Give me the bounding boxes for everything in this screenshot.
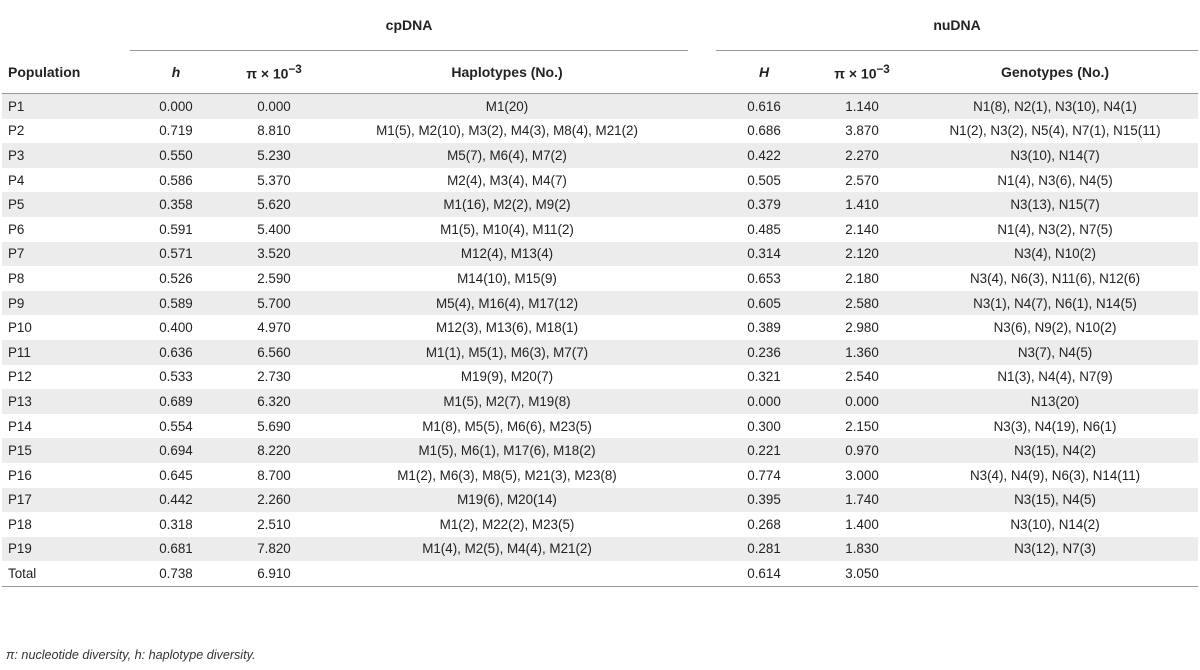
cell-H: 0.379 bbox=[716, 192, 812, 217]
cell-hap: M5(4), M16(4), M17(12) bbox=[326, 291, 688, 316]
cell-h: 0.636 bbox=[130, 340, 222, 365]
cell-pi-cp: 6.910 bbox=[222, 561, 326, 586]
cell-H: 0.389 bbox=[747, 320, 781, 336]
cell-pi-nu: 2.120 bbox=[812, 242, 912, 267]
cell-geno: N3(1), N4(7), N6(1), N14(5) bbox=[912, 291, 1198, 316]
table-row bbox=[2, 389, 1198, 414]
cell-hap: M1(2), M6(3), M8(5), M21(3), M23(8) bbox=[397, 467, 617, 483]
spacer-cell bbox=[688, 414, 716, 439]
spacer-cell bbox=[688, 537, 716, 562]
cell-pop: P7 bbox=[2, 242, 130, 267]
cell-hap: M1(5), M6(1), M17(6), M18(2) bbox=[326, 438, 688, 463]
cell-pop: P1 bbox=[2, 94, 130, 119]
cell-pop: P2 bbox=[8, 123, 25, 139]
table-row bbox=[2, 365, 1198, 390]
cell-geno bbox=[912, 561, 1198, 586]
cell-pi-nu: 2.270 bbox=[812, 143, 912, 168]
cell-pi-nu: 1.740 bbox=[812, 488, 912, 513]
cell-geno: N1(8), N2(1), N3(10), N4(1) bbox=[912, 94, 1198, 119]
cell-H: 0.614 bbox=[716, 561, 812, 586]
cell-pi-nu: 3.050 bbox=[812, 561, 912, 586]
cell-hap: M1(16), M2(2), M9(2) bbox=[326, 192, 688, 217]
column-header-row bbox=[2, 51, 1198, 94]
cell-H: 0.774 bbox=[747, 467, 781, 483]
cell-hap: M12(4), M13(4) bbox=[326, 242, 688, 267]
cell-pop: P15 bbox=[2, 438, 130, 463]
cell-geno: N1(3), N4(4), N7(9) bbox=[997, 369, 1113, 385]
cell-pop: P4 bbox=[8, 172, 25, 188]
cell-pi-nu: 2.180 bbox=[845, 270, 879, 286]
cell-geno: N3(4), N6(3), N11(6), N12(6) bbox=[969, 270, 1141, 286]
cell-h: 0.400 bbox=[159, 320, 193, 336]
cell-h: 0.533 bbox=[159, 369, 193, 385]
cell-H: 0.605 bbox=[716, 291, 812, 316]
cell-h: 0.589 bbox=[130, 291, 222, 316]
cell-pop: P8 bbox=[8, 270, 25, 286]
cell-H: 0.505 bbox=[747, 172, 781, 188]
cell-h: 0.586 bbox=[159, 172, 193, 188]
cell-h: 0.681 bbox=[130, 537, 222, 562]
cell-geno: N3(10), N14(2) bbox=[1010, 516, 1100, 532]
cell-H: 0.653 bbox=[747, 270, 781, 286]
cell-H: 0.000 bbox=[716, 389, 812, 414]
cell-H: 0.422 bbox=[716, 143, 812, 168]
cell-pi-nu: 0.000 bbox=[812, 389, 912, 414]
cell-h: 0.442 bbox=[130, 488, 222, 513]
table-row bbox=[2, 119, 1198, 144]
footnote: π: nucleotide diversity, h: haplotype diversity. bbox=[6, 648, 256, 662]
cell-h: 0.571 bbox=[130, 242, 222, 267]
cell-h: 0.358 bbox=[130, 192, 222, 217]
cell-H: 0.321 bbox=[747, 369, 781, 385]
cell-hap: M5(7), M6(4), M7(2) bbox=[326, 143, 688, 168]
table-row bbox=[2, 414, 1198, 439]
spacer-cell bbox=[688, 266, 716, 291]
cell-pi-cp: 2.730 bbox=[257, 369, 291, 385]
spacer-cell bbox=[688, 119, 716, 144]
cell-geno: N13(20) bbox=[912, 389, 1198, 414]
spacer-cell bbox=[688, 168, 716, 193]
cell-pi-cp: 5.690 bbox=[257, 418, 291, 434]
spacer-cell bbox=[688, 94, 716, 119]
spacer-cell bbox=[688, 340, 716, 365]
spacer-cell bbox=[688, 438, 716, 463]
cell-geno: N1(2), N3(2), N5(4), N7(1), N15(11) bbox=[949, 123, 1161, 139]
cell-H: 0.395 bbox=[716, 488, 812, 513]
cell-h: 0.526 bbox=[159, 270, 193, 286]
spacer-cell bbox=[688, 463, 716, 488]
cell-pi-nu: 2.140 bbox=[845, 221, 879, 237]
col-header-population: Population bbox=[2, 51, 130, 94]
cell-pi-cp: 5.700 bbox=[222, 291, 326, 316]
cell-pi-nu: 3.000 bbox=[845, 467, 879, 483]
cell-pi-cp: 8.700 bbox=[257, 467, 291, 483]
cell-geno: N3(10), N14(7) bbox=[912, 143, 1198, 168]
cell-H: 0.485 bbox=[747, 221, 781, 237]
spacer-cell bbox=[688, 143, 716, 168]
cell-h: 0.318 bbox=[159, 516, 193, 532]
table-row bbox=[2, 217, 1198, 242]
cell-geno: N3(7), N4(5) bbox=[912, 340, 1198, 365]
cell-pi-nu: 2.570 bbox=[845, 172, 879, 188]
cell-geno: N3(15), N4(5) bbox=[912, 488, 1198, 513]
cell-pi-nu: 1.410 bbox=[812, 192, 912, 217]
table-row bbox=[2, 291, 1198, 316]
cell-hap: M1(20) bbox=[326, 94, 688, 119]
cell-hap: M1(4), M2(5), M4(4), M21(2) bbox=[326, 537, 688, 562]
cell-geno: N3(4), N4(9), N6(3), N14(11) bbox=[969, 467, 1141, 483]
cell-geno: N3(3), N4(19), N6(1) bbox=[993, 418, 1117, 434]
cell-h: 0.000 bbox=[130, 94, 222, 119]
group-header-nudna: nuDNA bbox=[933, 17, 981, 33]
cell-pop: P6 bbox=[8, 221, 25, 237]
table-row bbox=[2, 192, 1198, 217]
col-header-pi-cp: $\pi \times 10^{-3}$ bbox=[222, 51, 326, 94]
cell-pop: P9 bbox=[2, 291, 130, 316]
spacer-cell bbox=[688, 389, 716, 414]
cell-pop: P3 bbox=[2, 143, 130, 168]
cell-pi-nu: 0.970 bbox=[812, 438, 912, 463]
spacer-cell bbox=[688, 365, 716, 390]
cell-pi-cp: 6.560 bbox=[222, 340, 326, 365]
cell-hap: M19(9), M20(7) bbox=[460, 369, 554, 385]
cell-pi-nu: 2.540 bbox=[845, 369, 879, 385]
cell-pi-nu: 2.580 bbox=[812, 291, 912, 316]
cell-pi-cp: 3.520 bbox=[222, 242, 326, 267]
col-header-h: h bbox=[130, 51, 222, 94]
cell-pi-cp: 5.620 bbox=[222, 192, 326, 217]
table-row bbox=[2, 561, 1198, 586]
spacer-cell bbox=[688, 488, 716, 513]
table-row bbox=[2, 266, 1198, 291]
cell-hap: M1(5), M10(4), M11(2) bbox=[440, 221, 574, 237]
cell-geno: N3(12), N7(3) bbox=[912, 537, 1198, 562]
cell-h: 0.591 bbox=[159, 221, 193, 237]
table-row bbox=[2, 94, 1198, 119]
cell-pi-cp: 4.970 bbox=[257, 320, 291, 336]
table-row bbox=[2, 315, 1198, 340]
col-header-haplotypes: Haplotypes (No.) bbox=[326, 51, 688, 94]
cell-geno: N3(4), N10(2) bbox=[912, 242, 1198, 267]
spacer-cell bbox=[688, 242, 716, 267]
cell-h: 0.738 bbox=[130, 561, 222, 586]
cell-pop: P19 bbox=[2, 537, 130, 562]
cell-H: 0.268 bbox=[747, 516, 781, 532]
group-header-cpdna: cpDNA bbox=[385, 17, 433, 33]
table-row bbox=[2, 463, 1198, 488]
cell-H: 0.314 bbox=[716, 242, 812, 267]
cell-hap: M1(8), M5(5), M6(6), M23(5) bbox=[422, 418, 592, 434]
spacer-cell bbox=[688, 561, 716, 586]
spacer-cell bbox=[688, 512, 716, 537]
cell-pi-nu: 2.980 bbox=[845, 320, 879, 336]
col-header-pi-nu: $\pi \times 10^{-3}$ bbox=[812, 51, 912, 94]
cell-pi-cp: 5.370 bbox=[257, 172, 291, 188]
spacer-cell bbox=[688, 217, 716, 242]
table-row bbox=[2, 143, 1198, 168]
cell-H: 0.686 bbox=[747, 123, 781, 139]
cell-pop: P11 bbox=[2, 340, 130, 365]
cell-pop: P18 bbox=[8, 516, 32, 532]
cell-H: 0.300 bbox=[747, 418, 781, 434]
cell-h: 0.719 bbox=[159, 123, 193, 139]
cell-pi-nu: 1.830 bbox=[812, 537, 912, 562]
cell-h: 0.689 bbox=[130, 389, 222, 414]
cell-H: 0.236 bbox=[716, 340, 812, 365]
cell-hap: M1(2), M22(2), M23(5) bbox=[439, 516, 575, 532]
cell-pop: Total bbox=[2, 561, 130, 586]
cell-geno: N1(4), N3(2), N7(5) bbox=[997, 221, 1113, 237]
cell-pi-cp: 2.510 bbox=[257, 516, 291, 532]
cell-geno: N1(4), N3(6), N4(5) bbox=[997, 172, 1113, 188]
cell-pi-nu: 2.150 bbox=[845, 418, 879, 434]
cell-h: 0.645 bbox=[159, 467, 193, 483]
cell-geno: N3(15), N4(2) bbox=[912, 438, 1198, 463]
cell-hap: M1(5), M2(7), M19(8) bbox=[326, 389, 688, 414]
col-header-genotypes: Genotypes (No.) bbox=[912, 51, 1198, 94]
group-header-row bbox=[2, 0, 1198, 51]
cell-pi-nu: 1.140 bbox=[812, 94, 912, 119]
cell-hap: M12(3), M13(6), M18(1) bbox=[435, 320, 579, 336]
cell-pi-cp: 5.230 bbox=[222, 143, 326, 168]
table-row bbox=[2, 242, 1198, 267]
cell-pi-nu: 1.400 bbox=[845, 516, 879, 532]
cell-hap: M2(4), M3(4), M4(7) bbox=[447, 172, 567, 188]
cell-pi-cp: 2.260 bbox=[222, 488, 326, 513]
cell-pop: P13 bbox=[2, 389, 130, 414]
cell-h: 0.550 bbox=[130, 143, 222, 168]
table-body bbox=[2, 94, 1198, 587]
cell-pop: P10 bbox=[8, 320, 32, 336]
cell-geno: N3(6), N9(2), N10(2) bbox=[993, 320, 1117, 336]
cell-hap bbox=[326, 561, 688, 586]
table-row bbox=[2, 537, 1198, 562]
cell-pop: P12 bbox=[8, 369, 32, 385]
spacer-cell bbox=[688, 192, 716, 217]
cell-pop: P14 bbox=[8, 418, 32, 434]
cell-pi-cp: 8.810 bbox=[257, 123, 291, 139]
cell-pi-cp: 7.820 bbox=[222, 537, 326, 562]
cell-hap: M1(1), M5(1), M6(3), M7(7) bbox=[326, 340, 688, 365]
table-row bbox=[2, 488, 1198, 513]
cell-pi-cp: 5.400 bbox=[257, 221, 291, 237]
cell-geno: N3(13), N15(7) bbox=[912, 192, 1198, 217]
table-row bbox=[2, 340, 1198, 365]
cell-pop: P5 bbox=[2, 192, 130, 217]
cell-hap: M14(10), M15(9) bbox=[457, 270, 557, 286]
cell-H: 0.281 bbox=[716, 537, 812, 562]
cell-H: 0.221 bbox=[716, 438, 812, 463]
cell-pi-nu: 1.360 bbox=[812, 340, 912, 365]
cell-pop: P17 bbox=[2, 488, 130, 513]
cell-pi-cp: 6.320 bbox=[222, 389, 326, 414]
table-row bbox=[2, 438, 1198, 463]
cell-pi-nu: 3.870 bbox=[845, 123, 879, 139]
spacer-cell bbox=[688, 291, 716, 316]
cell-pop: P16 bbox=[8, 467, 32, 483]
table-row bbox=[2, 168, 1198, 193]
cell-h: 0.554 bbox=[159, 418, 193, 434]
table-row bbox=[2, 512, 1198, 537]
cell-hap: M19(6), M20(14) bbox=[326, 488, 688, 513]
col-header-H: H bbox=[716, 51, 812, 94]
cell-hap: M1(5), M2(10), M3(2), M4(3), M8(4), M21(2) bbox=[376, 123, 638, 139]
cell-pi-cp: 2.590 bbox=[257, 270, 291, 286]
diversity-table bbox=[2, 0, 1198, 587]
cell-pi-cp: 8.220 bbox=[222, 438, 326, 463]
spacer-cell bbox=[688, 315, 716, 340]
cell-H: 0.616 bbox=[716, 94, 812, 119]
cell-pi-cp: 0.000 bbox=[222, 94, 326, 119]
cell-h: 0.694 bbox=[130, 438, 222, 463]
